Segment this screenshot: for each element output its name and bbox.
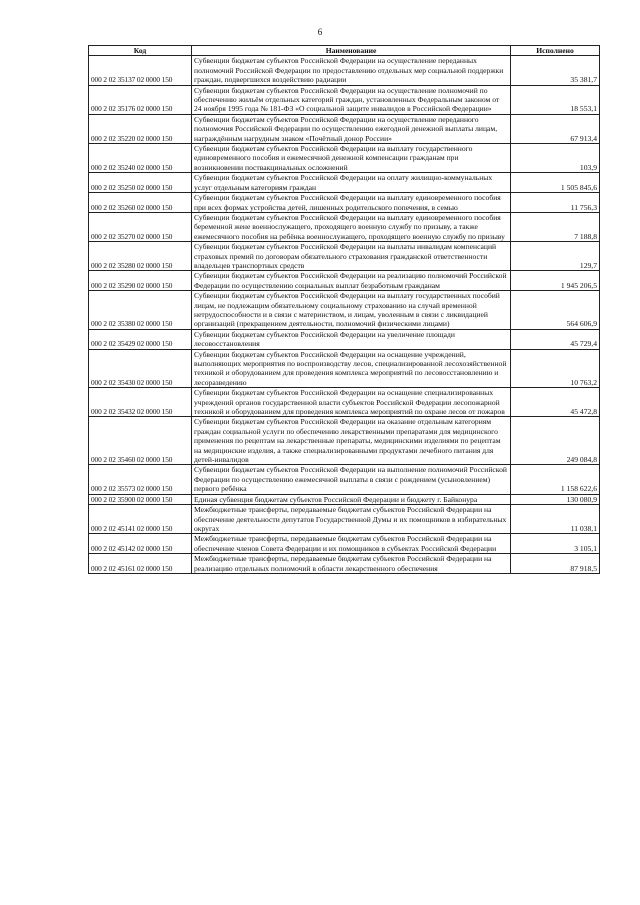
code-cell: 000 2 02 35380 02 0000 150 [89,291,192,330]
code-cell: 000 2 02 35220 02 0000 150 [89,114,192,143]
table-row [89,212,600,241]
name-cell: Субвенции бюджетам субъектов Российской Федерации на реализацию полномочий Российской Федерации по осуществлению социальных выплат безработным гражданам [192,271,511,291]
code-cell: 000 2 02 35240 02 0000 150 [89,144,192,173]
code-cell: 000 2 02 35270 02 0000 150 [89,212,192,241]
code-cell: 000 2 02 35290 02 0000 150 [89,271,192,291]
name-cell: Субвенции бюджетам субъектов Российской Федерации на оснащение учреждений, выполняющих мероприятия по воспроизводству лесов, специализированной лесохозяйственной техникой и оборудованием для проведения комплекса мероприятий по лесовосстановлению и лесоразведению [192,349,511,388]
value-cell: 18 553,1 [511,85,600,114]
name-cell: Субвенции бюджетам субъектов Российской Федерации на оказание отдельным категориям граждан социальной услуги по обеспечению лекарственными препаратами для медицинского применения по рецептам на лекарственные препараты, медицинскими изделиями по рецептам на медицинские изделия, а также специализированными продуктами лечебного питания для детей-инвалидов [192,417,511,465]
code-cell: 000 2 02 35432 02 0000 150 [89,388,192,417]
name-cell: Субвенции бюджетам субъектов Российской Федерации на осуществление переданного полномочия Российской Федерации по осуществлению ежегодной денежной выплаты лицам, награждённым нагрудным знаком «Почётный донор России» [192,114,511,143]
header-executed: Исполнено [511,46,600,56]
table-body [89,56,600,574]
value-cell: 564 606,9 [511,291,600,330]
value-cell: 249 084,8 [511,417,600,465]
value-cell: 35 381,7 [511,56,600,85]
name-cell: Субвенции бюджетам субъектов Российской Федерации на выплату единовременного пособия беременной жене военнослужащего, проходящего военную службу по призыву, а также ежемесячного пособия на ребёнка военнослужащего, проходящего военную службу по призыву [192,212,511,241]
table-row [89,554,600,574]
table-row [89,349,600,388]
table-row [89,417,600,465]
name-cell: Субвенции бюджетам субъектов Российской Федерации на увеличение площади лесовосстановления [192,329,511,349]
table-row [89,329,600,349]
code-cell: 000 2 02 35260 02 0000 150 [89,193,192,213]
table-row [89,291,600,330]
code-cell: 000 2 02 45141 02 0000 150 [89,505,192,534]
name-cell: Субвенции бюджетам субъектов Российской Федерации на осуществление полномочий по обеспечению жильём отдельных категорий граждан, установленных Федеральным законом от 24 ноября 1995 года № 181-ФЗ «О социальной защите инвалидов в Российской Федерации» [192,85,511,114]
table-header-row [89,46,600,56]
code-cell: 000 2 02 35573 02 0000 150 [89,465,192,494]
budget-table [88,45,600,574]
value-cell: 1 945 206,5 [511,271,600,291]
table-row [89,114,600,143]
code-cell: 000 2 02 35460 02 0000 150 [89,417,192,465]
table-row [89,388,600,417]
name-cell: Субвенции бюджетам субъектов Российской Федерации на осуществление переданных полномочий Российской Федерации по предоставлению отдельных мер социальной поддержки граждан, подвергшихся воздействию радиации [192,56,511,85]
code-cell: 000 2 02 35137 02 0000 150 [89,56,192,85]
value-cell: 1 505 845,6 [511,173,600,193]
value-cell: 11 038,1 [511,505,600,534]
value-cell: 129,7 [511,242,600,271]
code-cell: 000 2 02 45161 02 0000 150 [89,554,192,574]
value-cell: 3 105,1 [511,534,600,554]
code-cell: 000 2 02 35176 02 0000 150 [89,85,192,114]
name-cell: Субвенции бюджетам субъектов Российской Федерации на оснащение специализированных учреждений органов государственной власти субъектов Российской Федерации лесопожарной техникой и оборудованием для проведения комплекса мероприятий по охране лесов от пожаров [192,388,511,417]
name-cell: Межбюджетные трансферты, передаваемые бюджетам субъектов Российской Федерации на обеспечение деятельности депутатов Государственной Думы и их помощников в избирательных округах [192,505,511,534]
table-row [89,534,600,554]
value-cell: 87 918,5 [511,554,600,574]
table-row [89,494,600,504]
name-cell: Субвенции бюджетам субъектов Российской Федерации на выплату единовременного пособия при всех формах устройства детей, лишенных родительского попечения, в семью [192,193,511,213]
table-row [89,242,600,271]
code-cell: 000 2 02 35430 02 0000 150 [89,349,192,388]
name-cell: Субвенции бюджетам субъектов Российской Федерации на оплату жилищно-коммунальных услуг отдельным категориям граждан [192,173,511,193]
page-number: 6 [317,27,323,37]
name-cell: Субвенции бюджетам субъектов Российской Федерации на выполнение полномочий Российской Федерации по осуществлению ежемесячной выплаты в связи с рождением (усыновлением) первого ребёнка [192,465,511,494]
value-cell: 130 080,9 [511,494,600,504]
name-cell: Субвенции бюджетам субъектов Российской Федерации на выплату государственных пособий лицам, не подлежащим обязательному социальному страхованию на случай временной нетрудоспособности и в связи с материнством, и лицам, уволенным в связи с ликвидацией организаций (прекращением деятельности, полномочий физическими лицами) [192,291,511,330]
header-code: Код [89,46,192,56]
value-cell: 7 188,8 [511,212,600,241]
name-cell: Межбюджетные трансферты, передаваемые бюджетам субъектов Российской Федерации на обеспечение членов Совета Федерации и их помощников в субъектах Российской Федерации [192,534,511,554]
code-cell: 000 2 02 35900 02 0000 150 [89,494,192,504]
value-cell: 1 158 622,6 [511,465,600,494]
name-cell: Субвенции бюджетам субъектов Российской Федерации на выплату государственного единовременного пособия и ежемесячной денежной компенсации гражданам при возникновении поствакцинальных осложнений [192,144,511,173]
value-cell: 67 913,4 [511,114,600,143]
table-row [89,173,600,193]
header-name: Наименование [192,46,511,56]
value-cell: 45 729,4 [511,329,600,349]
name-cell: Межбюджетные трансферты, передаваемые бюджетам субъектов Российской Федерации на реализацию отдельных полномочий в области лекарственного обеспечения [192,554,511,574]
value-cell: 11 756,3 [511,193,600,213]
value-cell: 103,9 [511,144,600,173]
code-cell: 000 2 02 35429 02 0000 150 [89,329,192,349]
table-row [89,56,600,85]
table-row [89,85,600,114]
name-cell: Субвенции бюджетам субъектов Российской Федерации на выплаты инвалидам компенсаций страховых премий по договорам обязательного страхования гражданской ответственности владельцев транспортных средств [192,242,511,271]
table-row [89,193,600,213]
table-row [89,465,600,494]
code-cell: 000 2 02 35250 02 0000 150 [89,173,192,193]
table-row [89,505,600,534]
name-cell: Единая субвенция бюджетам субъектов Российской Федерации и бюджету г. Байконура [192,494,511,504]
value-cell: 45 472,8 [511,388,600,417]
table-row [89,144,600,173]
code-cell: 000 2 02 45142 02 0000 150 [89,534,192,554]
code-cell: 000 2 02 35280 02 0000 150 [89,242,192,271]
table-row [89,271,600,291]
value-cell: 10 763,2 [511,349,600,388]
